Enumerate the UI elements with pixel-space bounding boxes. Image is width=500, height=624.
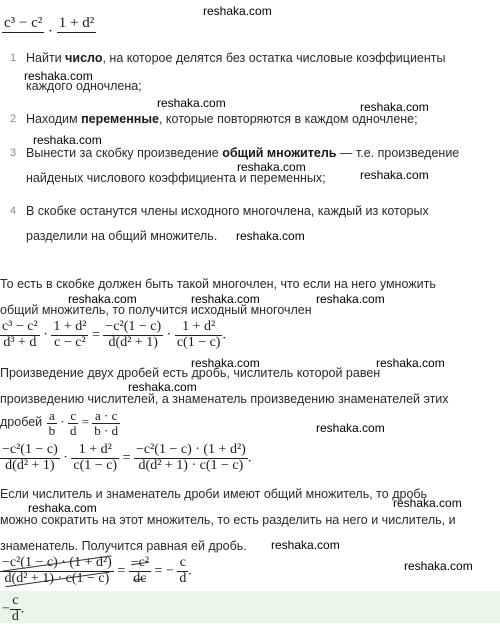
- paragraph: Если числитель и знаменатель дроби имеют общий множитель, то дробь: [0, 487, 428, 501]
- watermark: reshaka.com: [191, 356, 260, 370]
- watermark: reshaka.com: [128, 380, 197, 394]
- step-number: 1: [10, 52, 17, 64]
- paragraph: знаменатель. Получится равная ей дробь.: [0, 539, 247, 553]
- watermark: reshaka.com: [393, 496, 462, 510]
- watermark: reshaka.com: [157, 96, 226, 110]
- multiply-dot: ·: [48, 23, 54, 40]
- paragraph: общий множитель, то получится исходный многочлен: [0, 303, 312, 317]
- watermark: reshaka.com: [24, 69, 93, 83]
- watermark: reshaka.com: [191, 292, 260, 306]
- watermark: reshaka.com: [203, 4, 272, 18]
- answer-highlight: [0, 591, 500, 623]
- numerator: 1 + d²: [58, 15, 95, 31]
- step-number: 3: [10, 147, 17, 159]
- final-answer: − $\frac{c}{d}$ .: [2, 593, 25, 624]
- paragraph: можно сократить на этот множитель, то есть разделить на него и числитель, и: [0, 513, 456, 527]
- watermark: reshaka.com: [33, 133, 102, 147]
- watermark: reshaka.com: [376, 356, 445, 370]
- step-number: 2: [10, 113, 17, 125]
- watermark: reshaka.com: [236, 229, 305, 243]
- equation-3: $\frac{\text{−c²(1 − c) · (1 + d²)}}{\text{d(d² + 1) · c(1 − c)}}$ = $\frac{\text{−c²}}{dc}$ = − $\frac{c}{d}$ .: [2, 555, 192, 586]
- watermark: reshaka.com: [28, 501, 97, 515]
- paragraph: произведению числителей, а знаменатель произведению знаменателей этих: [0, 392, 449, 406]
- watermark: reshaka.com: [404, 559, 473, 573]
- top-expression: [2, 16, 96, 49]
- watermark: reshaka.com: [360, 100, 429, 114]
- paragraph: То есть в скобке должен быть такой многочлен, что если на него умножить: [0, 277, 436, 291]
- rule-line: дробей $\frac{a}{b}$ · $\frac{c}{d}$ = $\frac{a \cdot c}{b \cdot d}$: [0, 408, 119, 438]
- paragraph: Произведение двух дробей есть дробь, числитель которой равен: [0, 366, 381, 380]
- watermark: reshaka.com: [316, 421, 385, 435]
- watermark: reshaka.com: [360, 168, 429, 182]
- equation-2: $\frac{\text{−c²(1 − c)}}{\text{d(d² + 1)}}$ · $\frac{\text{1 + d²}}{c(1 - c)}$ = $\frac{\text{−c²(1 − c) · (1 + d²)}}{\text{d(d² + 1) · c(1 − c)}}$ .: [2, 442, 252, 473]
- numerator: c³ − c²: [4, 15, 43, 31]
- equation-1: $\frac{\text{c³ − c²}}{\text{d³ + d}}$ · $\frac{\text{1 + d²}}{\text{c − c²}}$ = $\frac{\text{−c²(1 − c)}}{\text{d(d² + 1)}}$ · $\frac{\text{1 + d²}}{c(1 - c)}$ .: [2, 319, 226, 350]
- step-number: 4: [10, 205, 17, 217]
- watermark: reshaka.com: [237, 160, 306, 174]
- watermark: reshaka.com: [271, 538, 340, 552]
- watermark: reshaka.com: [316, 292, 385, 306]
- watermark: reshaka.com: [68, 292, 137, 306]
